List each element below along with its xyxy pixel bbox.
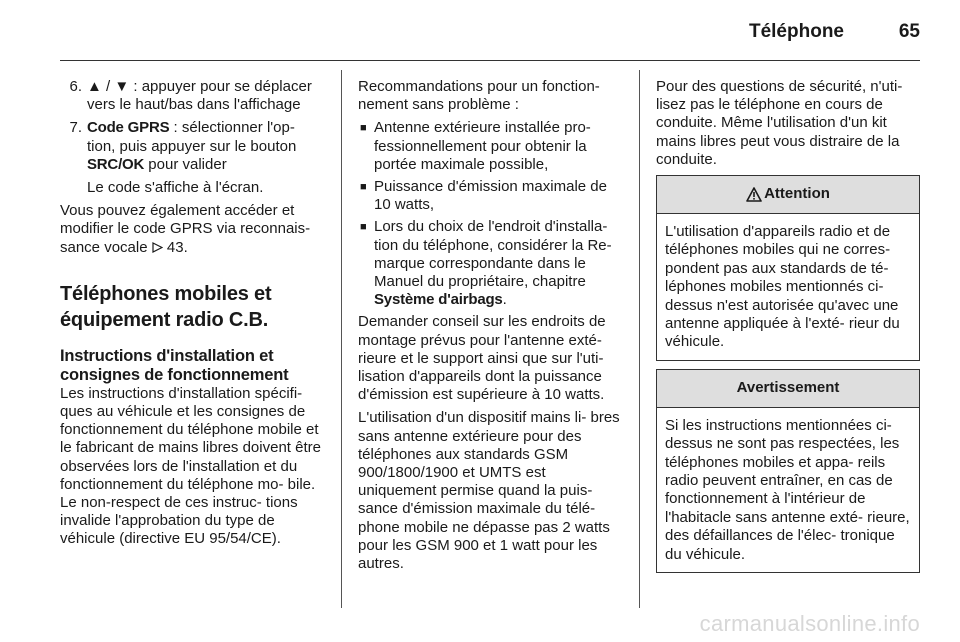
menu-label-gprs-code: Code GPRS bbox=[87, 119, 170, 137]
column-divider bbox=[639, 70, 640, 608]
watermark: carmanualsonline.info bbox=[699, 611, 920, 636]
recommendations-intro: Recommandations pour un fonction- nement sans problème : bbox=[358, 78, 600, 114]
column-3 bbox=[656, 78, 920, 573]
bullet-square-icon: ■ bbox=[360, 181, 367, 194]
warning-triangle-icon bbox=[746, 187, 762, 202]
paragraph-text: Vous pouvez également accéder et modifier le code GPRS via reconnais- sance vocale bbox=[60, 202, 311, 256]
section-title: Téléphone bbox=[748, 21, 844, 42]
column-2 bbox=[358, 78, 624, 578]
column-divider bbox=[341, 70, 342, 608]
avertissement-box bbox=[656, 369, 920, 573]
step-text bbox=[87, 119, 326, 174]
list-item-text-part: . bbox=[502, 291, 507, 309]
paragraph-mains-libres: L'utilisation d'un dispositif mains li- bres sans antenne extérieure pour des téléphones aux standards GSM 900/1800/1900 et UMTS est uniquement permise quand la puis- sance d'émission maximale du télé- phone mobile ne dépasse pas 2 watts pour les GSM 900 et 1 watt pour les autres. bbox=[358, 409, 620, 573]
attention-title: Attention bbox=[764, 185, 830, 203]
list-item bbox=[358, 218, 624, 309]
bullet-square-icon: ■ bbox=[360, 122, 367, 135]
step-text: ▲ / ▼ : appuyer pour se déplacer vers le haut/bas dans l'affichage bbox=[87, 78, 312, 114]
attention-header bbox=[657, 176, 919, 214]
paragraph-vocal bbox=[60, 202, 326, 257]
step-6 bbox=[60, 78, 326, 114]
list-item-text bbox=[374, 218, 624, 309]
attention-box bbox=[656, 175, 920, 361]
paragraph-conseil: Demander conseil sur les endroits de montage prévus pour l'antenne exté- rieure et le support ainsi que sur l'uti- lisation d'appareils dont la puissance d'émission est supérieure à 10 watts. bbox=[358, 313, 606, 404]
heading-installation: Instructions d'installation et consignes de fonctionnement bbox=[60, 346, 289, 384]
list-item bbox=[358, 178, 624, 214]
avertissement-body: Si les instructions mentionnées ci- dessus ne sont pas respectées, les téléphones mobiles et appa- reils radio peuvent entraîner, en cas de fonctionnement à l'intérieur de l'habitacle sans antenne exté- rieure, des défaillances de l'élec- tronique du véhicule. bbox=[665, 416, 910, 563]
page-ref-link[interactable]: 43. bbox=[166, 238, 188, 256]
safety-intro: Pour des questions de sécurité, n'uti- lisez pas le téléphone en cours de conduite. Même l'utilisation d'un kit mains libres peut vous distraire de la conduite. bbox=[656, 78, 903, 168]
step-number: 6. bbox=[69, 78, 82, 95]
step-7-note: Le code s'affiche à l'écran. bbox=[87, 179, 264, 197]
bullet-square-icon: ■ bbox=[360, 221, 367, 234]
list-item-text: Antenne extérieure installée pro- fessionnellement pour obtenir la portée maximale possible, bbox=[374, 119, 591, 173]
button-label-src-ok: SRC/OK bbox=[87, 155, 145, 173]
step-number: 7. bbox=[69, 119, 82, 137]
list-item-text-part: Lors du choix de l'endroit d'installa- tion du téléphone, considérer la Re- marque correspondante dans le Manuel du propriétaire, chapitre bbox=[374, 218, 612, 291]
page-number: 65 bbox=[898, 21, 920, 42]
attention-body: L'utilisation d'appareils radio et de téléphones mobiles qui ne corres- pondent pas aux standards de té- léphones mobiles mentionnés ci- dessus n'est autorisée qu'avec une antenne appliquée à l'exté- rieur du véhicule. bbox=[665, 223, 900, 351]
step-text-part: : sélectionner l'op- tion, puis appuyer sur le bouton bbox=[87, 119, 297, 155]
list-item-text: Puissance d'émission maximale de 10 watts, bbox=[374, 178, 607, 214]
step-7 bbox=[60, 119, 326, 174]
list-item bbox=[358, 119, 624, 174]
page-header bbox=[60, 0, 920, 61]
chapter-ref-airbags: Système d'airbags bbox=[374, 291, 503, 309]
step-text-part: pour valider bbox=[144, 155, 227, 173]
page-ref-icon[interactable] bbox=[152, 239, 163, 256]
heading-mobile-phones: Téléphones mobiles et équipement radio C.B. bbox=[60, 282, 272, 331]
avertissement-header bbox=[657, 370, 919, 408]
column-1 bbox=[60, 78, 326, 554]
paragraph-installation: Les instructions d'installation spécifi- ques au véhicule et les consignes de fonctionnement du téléphone mobile et le fabricant de mains libres doivent être observées lors de l'installation et du fonctionnement du téléphone mo- bile. Le non-respect de ces instruc- tions invalide l'approbation du type de véhicule (directive EU 95/54/CE). bbox=[60, 384, 321, 548]
avertissement-title: Avertissement bbox=[736, 379, 840, 397]
